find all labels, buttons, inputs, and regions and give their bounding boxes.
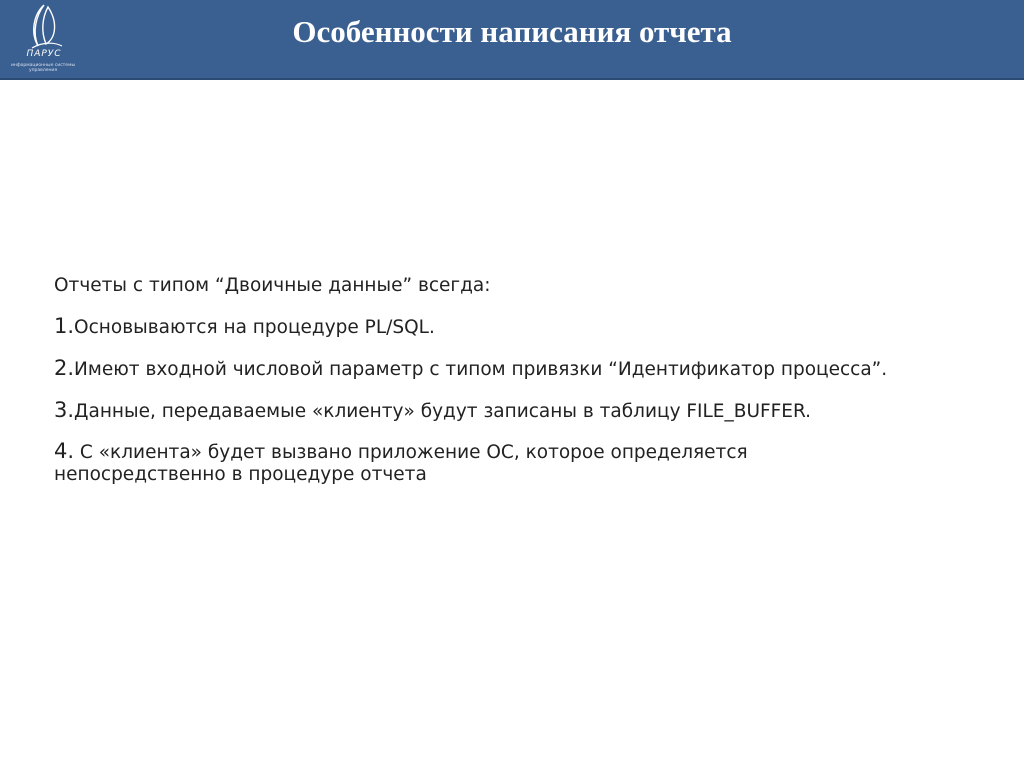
logo-name: ПАРУС (26, 49, 62, 59)
list-item (54, 398, 994, 424)
list-item-text: Данные, передаваемые «клиенту» будут записаны в таблицу FILE_BUFFER. (74, 401, 812, 422)
list-item-text: С «клиента» будет вызвано приложение ОС, которое определяется непосредственно в процедуре отчета (54, 442, 748, 485)
list-item (54, 356, 994, 382)
list-item (54, 440, 854, 486)
list-item-number: 3. (54, 398, 75, 422)
list-item (54, 314, 994, 340)
list-item-number: 4. (54, 439, 75, 463)
header-bar (0, 0, 1024, 80)
list-item-text: Имеют входной числовой параметр с типом привязки “Идентификатор процесса”. (74, 359, 888, 380)
list-item-text: Основываются на процедуре PL/SQL. (74, 317, 435, 338)
list-item-number: 2. (54, 356, 75, 380)
list-item-number: 1. (54, 314, 75, 338)
logo-tagline: информационные системы управления (10, 63, 76, 73)
intro-text: Отчеты с типом “Двоичные данные” всегда: (54, 275, 491, 296)
slide-content (54, 274, 994, 502)
page-title: Особенности написания отчета (292, 14, 732, 49)
